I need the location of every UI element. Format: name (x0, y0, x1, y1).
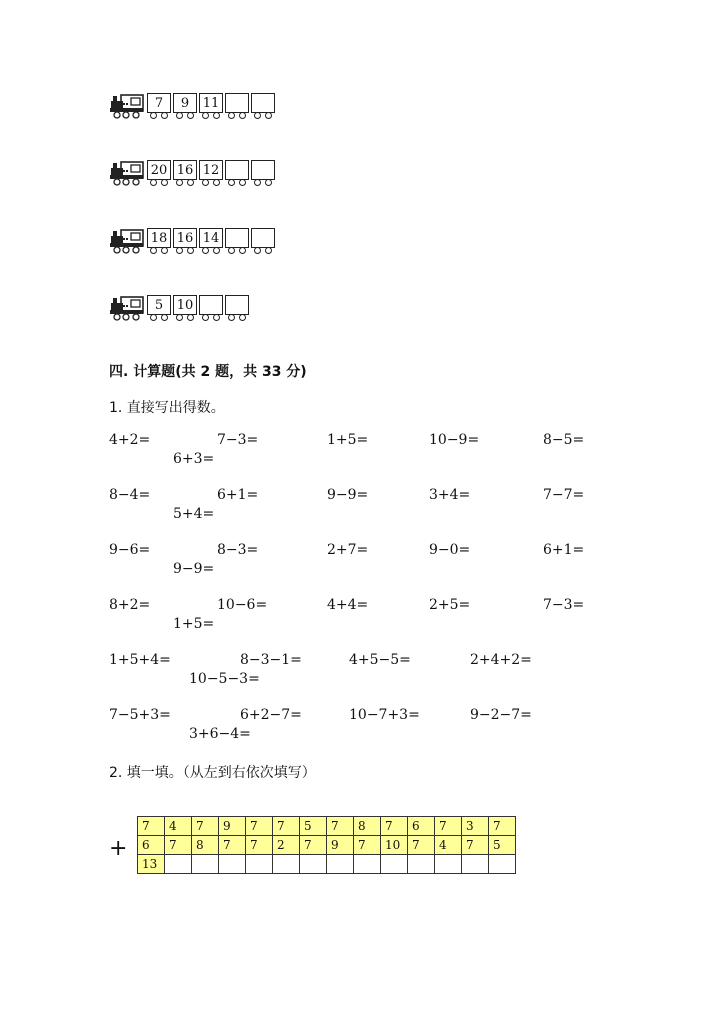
equation: 6+1= (217, 487, 259, 503)
train-car: 5 (147, 295, 171, 315)
train-engine-icon (109, 292, 145, 322)
grid-answer-cell[interactable] (219, 855, 246, 874)
grid-cell: 7 (246, 817, 273, 836)
equation: 9−9= (327, 487, 369, 503)
number-train (109, 225, 275, 257)
equation: 9−6= (109, 542, 151, 558)
grid-cell: 9 (219, 817, 246, 836)
equation: 4+4= (327, 597, 369, 613)
train-car: 16 (173, 160, 197, 180)
grid-cell: 7 (327, 817, 354, 836)
grid-answer-cell[interactable] (435, 855, 462, 874)
train-car-blank[interactable] (225, 93, 249, 113)
grid-row (138, 817, 516, 836)
grid-cell: 9 (327, 836, 354, 855)
question-1-title: 1. 直接写出得数。 (109, 400, 225, 416)
equation: 7−3= (217, 432, 259, 448)
train-car: 7 (147, 93, 171, 113)
grid-cell: 3 (462, 817, 489, 836)
equation: 5+4= (173, 506, 215, 522)
equation: 9−9= (173, 561, 215, 577)
plus-sign: + (109, 836, 128, 861)
grid-cell: 7 (165, 836, 192, 855)
train-car: 18 (147, 228, 171, 248)
grid-cell: 7 (246, 836, 273, 855)
addition-grid (137, 816, 516, 874)
grid-cell: 4 (165, 817, 192, 836)
equation: 8−5= (543, 432, 585, 448)
train-car: 9 (173, 93, 197, 113)
grid-cell: 7 (192, 817, 219, 836)
equation: 2+5= (429, 597, 471, 613)
grid-answer-cell[interactable] (165, 855, 192, 874)
equation: 8−3= (217, 542, 259, 558)
equation: 9−2−7= (470, 707, 532, 723)
grid-answer-cell[interactable] (192, 855, 219, 874)
train-car-blank[interactable] (251, 160, 275, 180)
train-car-blank[interactable] (225, 295, 249, 315)
train-engine-icon (109, 157, 145, 185)
grid-cell: 7 (354, 836, 381, 855)
equation: 8+2= (109, 597, 151, 613)
grid-cell: 7 (489, 817, 516, 836)
section-title: 四. 计算题(共 2 题，共 33 分) (109, 364, 307, 380)
train-car: 20 (147, 160, 171, 180)
number-train (109, 292, 249, 324)
grid-cell: 10 (381, 836, 408, 855)
grid-answer-cell[interactable] (408, 855, 435, 874)
grid-cell: 5 (300, 817, 327, 836)
grid-cell: 8 (354, 817, 381, 836)
grid-cell: 7 (435, 817, 462, 836)
grid-cell: 7 (219, 836, 246, 855)
grid-answer-cell[interactable] (273, 855, 300, 874)
equation: 10−6= (217, 597, 268, 613)
train-car: 12 (199, 160, 223, 180)
equation: 10−9= (429, 432, 480, 448)
grid-answer-cell[interactable] (462, 855, 489, 874)
train-engine-icon (109, 225, 145, 253)
number-train (109, 157, 275, 189)
equation: 8−4= (109, 487, 151, 503)
equation: 4+5−5= (349, 652, 411, 668)
equation: 3+6−4= (189, 726, 251, 742)
equation: 1+5+4= (109, 652, 171, 668)
train-car-blank[interactable] (251, 93, 275, 113)
equation: 7−3= (543, 597, 585, 613)
grid-cell: 4 (435, 836, 462, 855)
train-engine-icon (109, 225, 145, 255)
equation: 6+3= (173, 451, 215, 467)
grid-cell: 7 (273, 817, 300, 836)
grid-cell: 7 (408, 836, 435, 855)
equation: 6+2−7= (240, 707, 302, 723)
grid-cell: 5 (489, 836, 516, 855)
train-engine-icon (109, 292, 145, 320)
equation: 10−7+3= (349, 707, 420, 723)
train-car: 16 (173, 228, 197, 248)
grid-cell: 7 (138, 817, 165, 836)
grid-answer-cell[interactable] (327, 855, 354, 874)
train-car-blank[interactable] (225, 160, 249, 180)
train-car: 11 (199, 93, 223, 113)
equation: 9−0= (429, 542, 471, 558)
train-car: 10 (173, 295, 197, 315)
equation: 2+7= (327, 542, 369, 558)
grid-cell: 8 (192, 836, 219, 855)
equation: 4+2= (109, 432, 151, 448)
train-car-blank[interactable] (251, 228, 275, 248)
grid-row (138, 855, 516, 874)
grid-answer-cell[interactable] (246, 855, 273, 874)
train-engine-icon (109, 90, 145, 118)
train-engine-icon (109, 157, 145, 187)
grid-cell: 6 (138, 836, 165, 855)
train-car: 14 (199, 228, 223, 248)
grid-cell: 2 (273, 836, 300, 855)
train-engine-icon (109, 90, 145, 120)
equation: 3+4= (429, 487, 471, 503)
grid-cell: 7 (462, 836, 489, 855)
equation: 10−5−3= (189, 671, 260, 687)
grid-cell: 7 (381, 817, 408, 836)
grid-answer-cell[interactable] (381, 855, 408, 874)
question-2-title: 2. 填一填。（从左到右依次填写） (109, 765, 316, 781)
equation: 8−3−1= (240, 652, 302, 668)
grid-cell: 6 (408, 817, 435, 836)
grid-row (138, 836, 516, 855)
train-car-blank[interactable] (199, 295, 223, 315)
number-train (109, 90, 275, 122)
grid-answer-cell[interactable] (489, 855, 516, 874)
equation: 1+5= (173, 616, 215, 632)
grid-answer-cell[interactable] (300, 855, 327, 874)
grid-cell: 13 (138, 855, 165, 874)
grid-cell: 7 (300, 836, 327, 855)
equation: 6+1= (543, 542, 585, 558)
equation: 7−5+3= (109, 707, 171, 723)
equation: 2+4+2= (470, 652, 532, 668)
equation: 7−7= (543, 487, 585, 503)
train-car-blank[interactable] (225, 228, 249, 248)
equation: 1+5= (327, 432, 369, 448)
grid-answer-cell[interactable] (354, 855, 381, 874)
